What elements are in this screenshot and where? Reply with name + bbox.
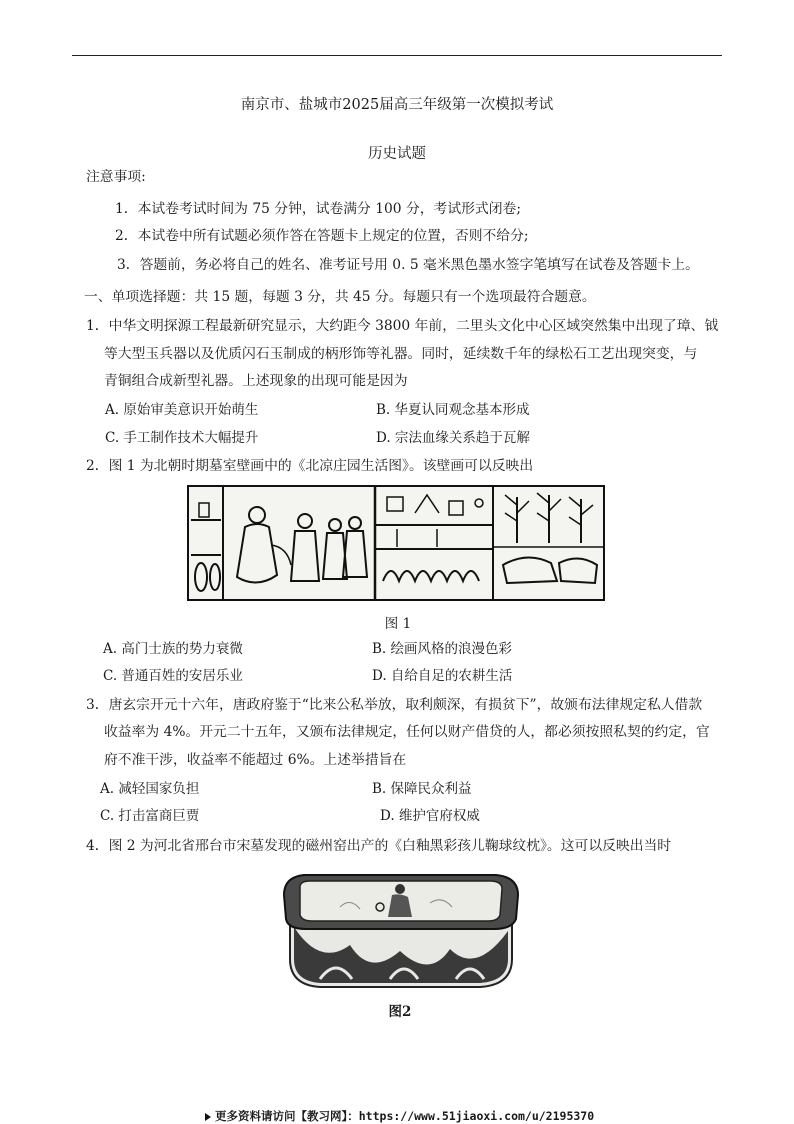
section-heading: 一、单项选择题：共 15 题，每题 3 分，共 45 分。每题只有一个选项最符合题意。 [84,289,596,305]
question-4-text: 4．图 2 为河北省邢台市宋墓发现的磁州窑出产的《白釉黑彩孩儿鞠球纹枕》。这可以反映出当时 [86,838,672,854]
question-3-text: 府不准干涉，收益率不能超过 6%。上述举措旨在 [104,752,407,768]
question-3-option-d: D. 维护官府权威 [380,808,480,824]
note-item: 3．答题前，务必将自己的姓名、准考证号用 0. 5 毫米黑色墨水签字笔填写在试卷及答题卡上。 [117,257,699,273]
flag-icon [205,1113,211,1121]
exam-subject: 历史试题 [368,146,426,162]
question-3-text: 3．唐玄宗开元十六年，唐政府鉴于“比来公私举放，取利颇深，有损贫下”，故颁布法律规定私人借款 [86,697,703,713]
note-item: 1．本试卷考试时间为 75 分钟，试卷满分 100 分，考试形式闭卷; [115,201,521,217]
footer-text: 更多资料请访问【教习网】：https://www.51jiaoxi.com/u/2195370 [215,1109,595,1123]
footer-link[interactable] [205,1108,594,1124]
question-2-option-d: D. 自给自足的农耕生活 [372,668,513,684]
question-1-text: 等大型玉兵器以及优质闪石玉制成的柄形饰等礼器。同时，延续数千年的绿松石工艺出现突变，与 [104,346,698,362]
question-1-option-d: D. 宗法血缘关系趋于瓦解 [376,430,530,446]
top-rule [72,55,722,56]
question-1-option-b: B. 华夏认同观念基本形成 [376,402,530,418]
question-2-option-a: A. 高门士族的势力衰微 [103,641,243,657]
question-1-option-c: C. 手工制作技术大幅提升 [105,430,259,446]
question-2-option-b: B. 绘画风格的浪漫色彩 [372,641,513,657]
figure-1-mural [187,485,605,601]
question-3-option-a: A. 减轻国家负担 [100,781,200,797]
question-2-text: 2．图 1 为北朝时期墓室壁画中的《北凉庄园生活图》。该壁画可以反映出 [86,458,534,474]
question-2-option-c: C. 普通百姓的安居乐业 [103,668,243,684]
question-1-option-a: A. 原始审美意识开始萌生 [105,402,259,418]
figure-2-pillow [280,867,520,995]
question-3-option-b: B. 保障民众利益 [372,781,472,797]
question-1-text: 1．中华文明探源工程最新研究显示，大约距今 3800 年前，二里头文化中心区域突然集中出现了璋、钺 [86,318,719,334]
exam-title: 南京市、盐城市2025届高三年级第一次模拟考试 [240,97,554,113]
notes-heading: 注意事项: [86,169,146,185]
figure-2-caption: 图2 [388,1004,412,1020]
question-3-text: 收益率为 4%。开元二十五年，又颁布法律规定，任何以财产借贷的人，都必须按照私契的约定，官 [104,724,710,740]
note-item: 2．本试卷中所有试题必须作答在答题卡上规定的位置，否则不给分; [115,228,529,244]
figure-1-caption: 图 1 [384,616,412,632]
question-1-text: 青铜组合成新型礼器。上述现象的出现可能是因为 [104,373,408,389]
question-3-option-c: C. 打击富商巨贾 [100,808,200,824]
